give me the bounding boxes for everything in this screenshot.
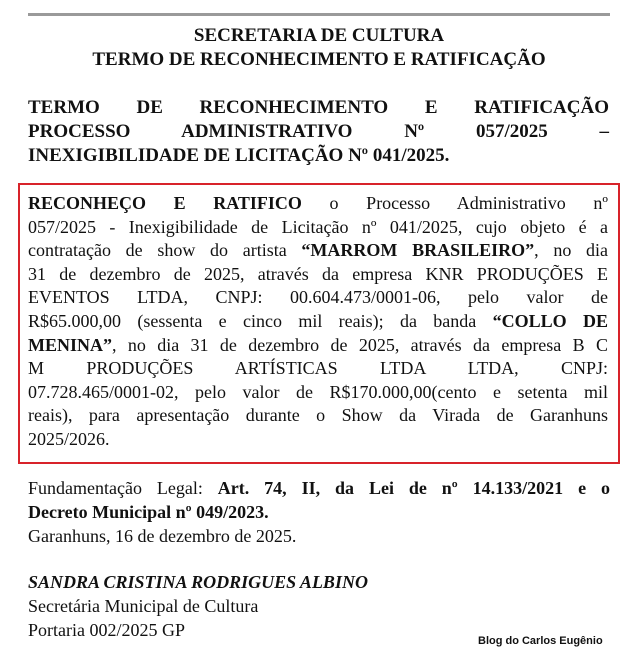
term-title-line-2: PROCESSO ADMINISTRATIVO Nº 057/2025 – xyxy=(28,121,609,142)
term-title-line-3: INEXIGIBILIDADE DE LICITAÇÃO Nº 041/2025. xyxy=(28,145,450,166)
body-line-3: contratação de show do artista “MARROM BRASILEIRO”, no dia xyxy=(28,240,609,261)
body-line-8: M PRODUÇÕES ARTÍSTICAS LTDA LTDA, CNPJ: xyxy=(28,358,608,379)
body-line-2: 057/2025 - Inexigibilidade de Licitação nº 041/2025, cujo objeto é a xyxy=(28,216,608,237)
legal-basis-line-1 xyxy=(28,476,610,500)
body-line-11: 2025/2026. xyxy=(28,428,110,449)
legal-basis-decree: Decreto Municipal nº 049/2023. xyxy=(28,502,269,522)
signer-role: Secretária Municipal de Cultura xyxy=(28,596,259,616)
header-secretaria: SECRETARIA DE CULTURA xyxy=(193,25,445,46)
legal-basis xyxy=(28,476,610,548)
legal-basis-line-2 xyxy=(28,500,610,524)
signer-name: SANDRA CRISTINA RODRIGUES ALBINO xyxy=(28,572,368,592)
body-line-10: reais), para apresentação durante o Show da Virada de Garanhuns xyxy=(28,405,608,426)
body-line-5: EVENTOS LTDA, CNPJ: 00.604.473/0001-06, pelo valor de xyxy=(28,287,608,308)
signer-portaria: Portaria 002/2025 GP xyxy=(28,620,185,640)
term-title-line-1: TERMO DE RECONHECIMENTO E RATIFICAÇÃO xyxy=(28,97,609,118)
document-date: Garanhuns, 16 de dezembro de 2025. xyxy=(28,526,297,546)
band-name-part-1: “COLLO DE xyxy=(492,310,608,331)
signature-block xyxy=(28,570,610,642)
body-line-1: RECONHEÇO E RATIFICO o Processo Administrativo nº xyxy=(28,193,608,213)
top-rule xyxy=(28,13,610,16)
body-line-4: 31 de dezembro de 2025, através da empresa KNR PRODUÇÕES E xyxy=(28,263,608,284)
document-header xyxy=(28,24,610,72)
body-line-9: 07.728.465/0001-02, pelo valor de R$170.000,00(cento e setenta mil xyxy=(28,381,608,402)
reconheco-ratifico: RECONHEÇO E RATIFICO xyxy=(28,193,302,213)
legal-basis-label: Fundamentação Legal: xyxy=(28,478,218,498)
blog-credit: Blog do Carlos Eugênio xyxy=(478,635,603,647)
body-line-6: R$65.000,00 (sessenta e cinco mil reais); da banda “COLLO DE xyxy=(28,310,608,331)
term-title xyxy=(28,96,609,168)
body-line-7: MENINA”, no dia 31 de dezembro de 2025, através da empresa B C xyxy=(28,334,608,355)
artist-name: “MARROM BRASILEIRO” xyxy=(301,240,535,261)
band-name-part-2: MENINA” xyxy=(28,334,112,355)
header-termo: TERMO DE RECONHECIMENTO E RATIFICAÇÃO xyxy=(92,49,546,70)
legal-basis-law: Art. 74, II, da Lei de nº 14.133/2021 e o xyxy=(217,478,610,498)
ratification-text-box xyxy=(18,183,620,464)
